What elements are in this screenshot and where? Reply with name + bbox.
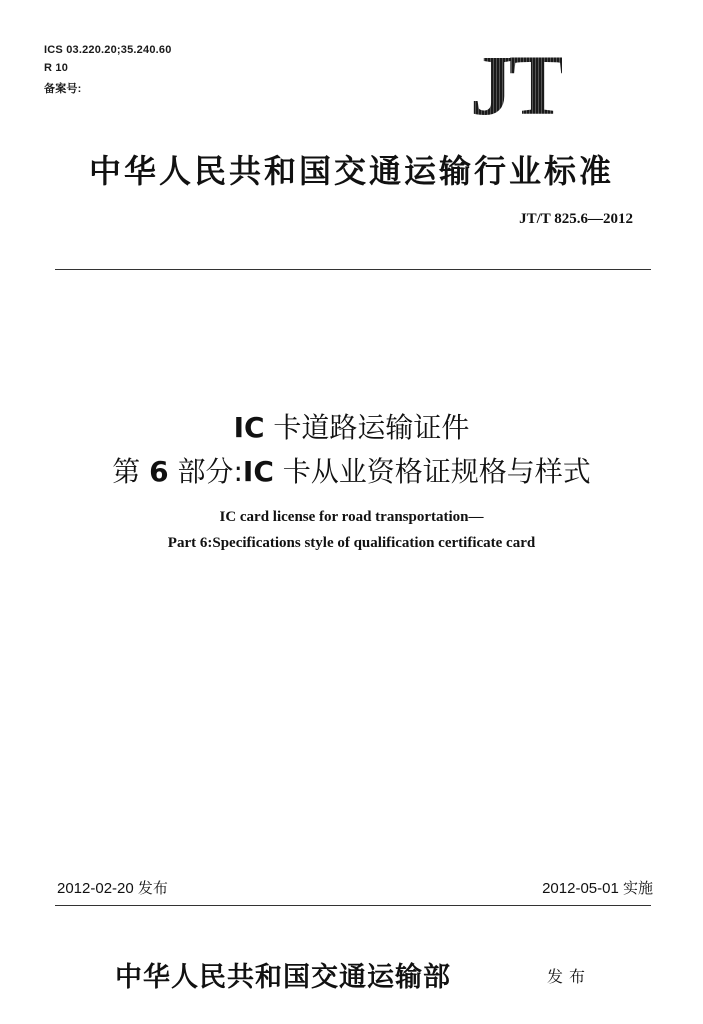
title-cn-line1 (0, 406, 703, 446)
industry-standard-title: 中华人民共和国交通运输行业标准 (88, 152, 614, 190)
footer-divider (55, 905, 651, 906)
title-cn-line2-rest: 卡从业资格证规格与样式 (273, 455, 591, 488)
title-en-line2: Part 6:Specifications style of qualification certificate card (167, 535, 536, 551)
title-cn-line2-ic: IC (242, 455, 274, 488)
title-cn-line2-num: 6 (149, 455, 169, 488)
filing-number-label: 备案号: (44, 83, 82, 95)
jt-logo (470, 37, 615, 133)
publish-date: 2012-02-20 发布 (57, 880, 168, 897)
header-divider (55, 269, 651, 270)
title-cn-line2-part: 第 (112, 455, 150, 488)
jt-logo-text: JT (470, 37, 563, 133)
implement-date: 2012-05-01 实施 (542, 880, 653, 897)
standard-number: JT/T 825.6—2012 (519, 211, 633, 227)
issued-label: 发布 (547, 967, 592, 986)
title-cn-line1-ic: IC (233, 411, 265, 444)
title-cn-line2-mid: 部分: (168, 455, 243, 488)
ccs-code: R 10 (44, 62, 69, 74)
title-en-line1: IC card license for road transportation— (219, 509, 484, 525)
title-cn-line1-rest: 卡道路运输证件 (264, 411, 470, 444)
ics-code: ICS 03.220.20;35.240.60 (44, 44, 172, 56)
issuing-authority: 中华人民共和国交通运输部 (115, 962, 451, 993)
title-cn-line2 (0, 450, 703, 490)
